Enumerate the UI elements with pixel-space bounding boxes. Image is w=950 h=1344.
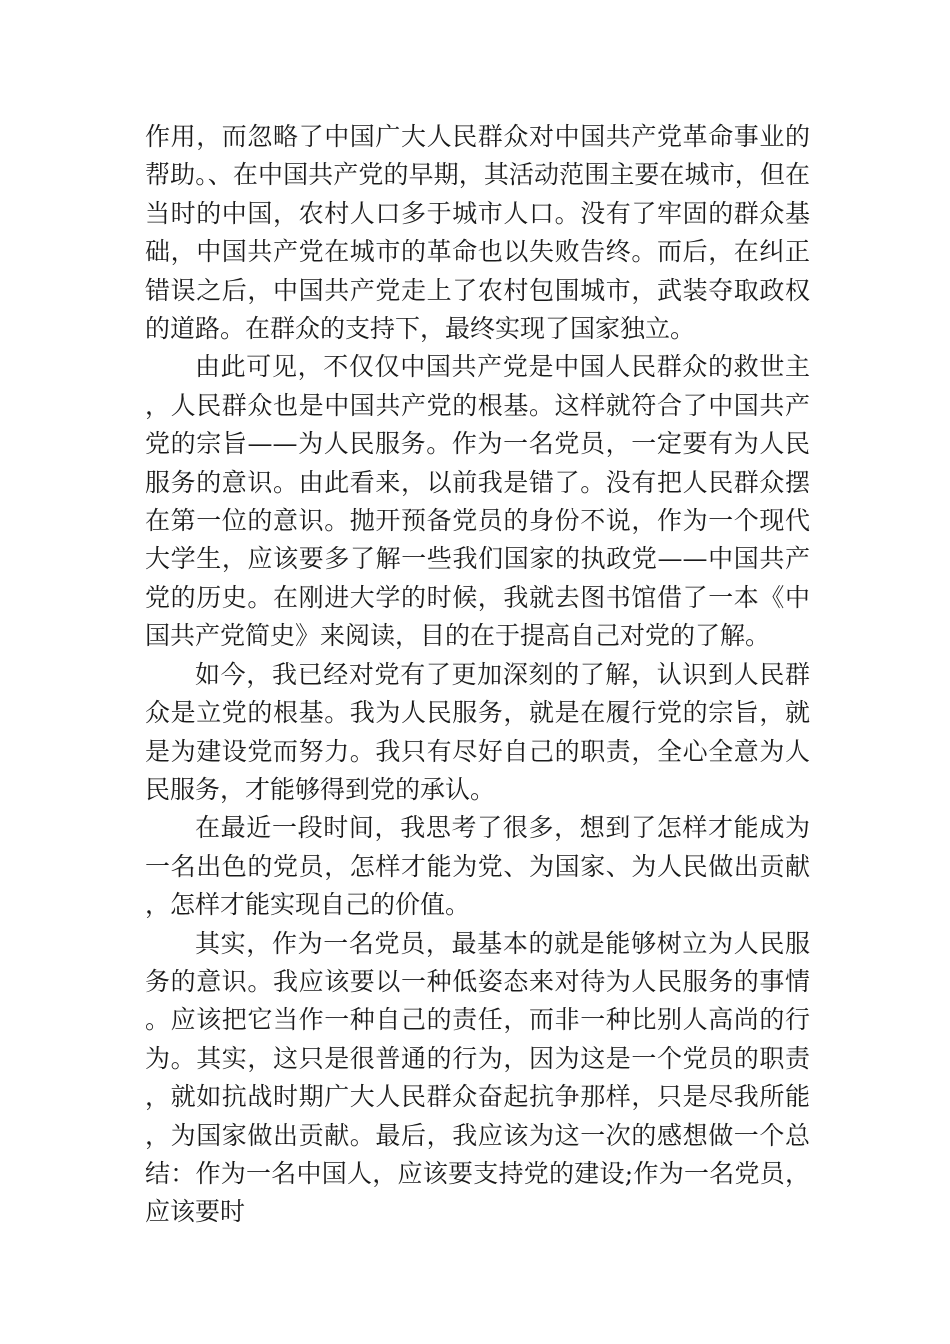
document-body <box>145 118 810 1232</box>
paragraph-1: 作用，而忽略了中国广大人民群众对中国共产党革命事业的帮助。、在中国共产党的早期，其活动范围主要在城市，但在当时的中国，农村人口多于城市人口。没有了牢固的群众基础，中国共产党在城市的革命也以失败告终。而后，在纠正错误之后，中国共产党走上了农村包围城市，武装夺取政权的道路。在群众的支持下，最终实现了国家独立。 <box>145 122 810 344</box>
paragraph-4: 在最近一段时间，我思考了很多，想到了怎样才能成为一名出色的党员，怎样才能为党、为国家、为人民做出贡献，怎样才能实现自己的价值。 <box>145 813 810 920</box>
paragraph-3: 如今，我已经对党有了更加深刻的了解，认识到人民群众是立党的根基。我为人民服务，就是在履行党的宗旨，就是为建设党而努力。我只有尽好自己的职责，全心全意为人民服务，才能够得到党的承认。 <box>145 659 810 804</box>
paragraph-5: 其实，作为一名党员，最基本的就是能够树立为人民服务的意识。我应该要以一种低姿态来对待为人民服务的事情。应该把它当作一种自己的责任，而非一种比别人高尚的行为。其实，这只是很普通的行为，因为这是一个党员的职责，就如抗战时期广大人民群众奋起抗争那样，只是尽我所能，为国家做出贡献。最后，我应该为这一次的感想做一个总结：作为一名中国人，应该要支持党的建设;作为一名党员，应该要时 <box>145 928 810 1227</box>
paragraph-2: 由此可见，不仅仅中国共产党是中国人民群众的救世主，人民群众也是中国共产党的根基。这样就符合了中国共产党的宗旨——为人民服务。作为一名党员，一定要有为人民服务的意识。由此看来，以前我是错了。没有把人民群众摆在第一位的意识。抛开预备党员的身份不说，作为一个现代大学生，应该要多了解一些我们国家的执政党——中国共产党的历史。在刚进大学的时候，我就去图书馆借了一本《中国共产党简史》来阅读，目的在于提高自己对党的了解。 <box>145 352 810 651</box>
